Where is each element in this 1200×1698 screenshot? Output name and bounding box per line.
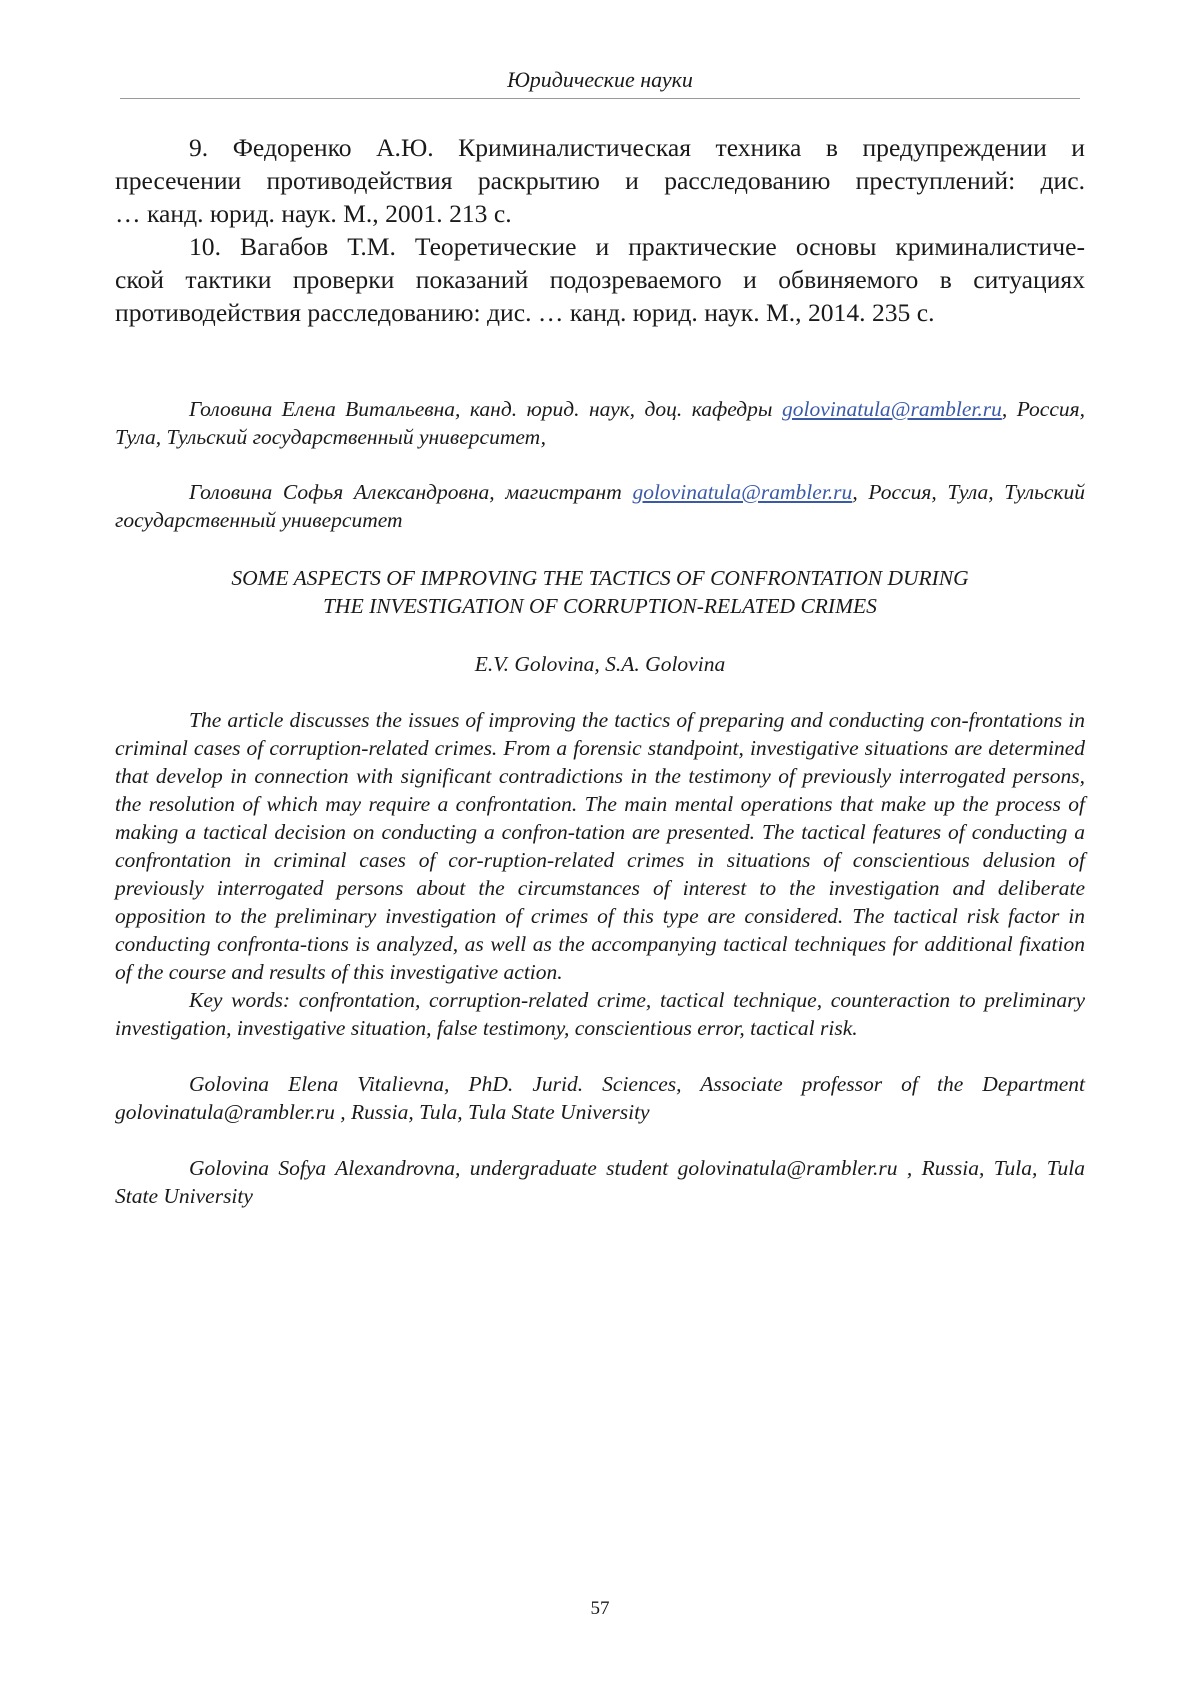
reference-9-line2: пресечении противодействия раскрытию и расследованию преступлений: дис. bbox=[115, 166, 1085, 195]
reference-item bbox=[115, 296, 1085, 329]
reference-item bbox=[115, 197, 1085, 230]
reference-9-line1: 9. Федоренко А.Ю. Криминалистическая техника в предупреждении и bbox=[189, 133, 1085, 162]
page-number: 57 bbox=[590, 1598, 610, 1619]
author-location-text: , Россия, Тула, Тульский государственный университет, bbox=[115, 397, 1086, 449]
english-title-line: SOME ASPECTS OF IMPROVING THE TACTICS OF CONFRONTATION DURING bbox=[231, 566, 969, 590]
reference-9-line3: … канд. юрид. наук. М., 2001. 213 с. bbox=[115, 199, 512, 228]
abstract-text: The article discusses the issues of improving the tactics of preparing and conducting con-frontations in criminal cases of corruption-related crimes. From a forensic standpoint, investigative situations are determined that develop in connection with significant contradictions in the testimony of previously interrogated persons, the resolution of which may require a confrontation. The main mental operations that make up the process of making a tactical decision on conducting a confron-tation are presented. The tactical features of conducting a confrontation in criminal cases of cor-ruption-related crimes in situations of conscientious delusion of previously interrogated persons about the circumstances of interest to the investigation and deliberate opposition to the preliminary investigation of crimes of this type are considered. The tactical risk factor in conducting confronta-tions is analyzed, as well as the accompanying tactical techniques for additional fixation of the course and results of this investigative action. bbox=[115, 708, 1085, 984]
reference-list bbox=[115, 131, 1085, 329]
english-authors: E.V. Golovina, S.A. Golovina bbox=[474, 652, 726, 676]
reference-item bbox=[115, 230, 1085, 263]
reference-item bbox=[115, 263, 1085, 296]
author-email-link[interactable]: golovinatula@rambler.ru bbox=[632, 480, 853, 504]
author-info-en-1: Golovina Elena Vitalievna, PhD. Jurid. Sciences, Associate professor of the Department golovinatula@rambler.ru , Russia, Tula, Tula State University bbox=[115, 1072, 1085, 1124]
reference-10-line3: противодействия расследованию: дис. … канд. юрид. наук. М., 2014. 235 с. bbox=[115, 298, 935, 327]
english-title-line: THE INVESTIGATION OF CORRUPTION-RELATED CRIMES bbox=[323, 594, 877, 618]
reference-item bbox=[115, 131, 1085, 164]
header-divider bbox=[120, 98, 1080, 99]
author-location-text: , Россия, Тула, Тульский государственный университет bbox=[115, 480, 1085, 532]
english-abstract bbox=[115, 706, 1085, 1210]
author-name-text: Головина Елена Витальевна, канд. юрид. наук, доц. кафедры bbox=[189, 397, 782, 421]
reference-item bbox=[115, 164, 1085, 197]
reference-10-line2: ской тактики проверки показаний подозреваемого и обвиняемого в ситуациях bbox=[115, 265, 1085, 294]
author-affiliation-ru-1 bbox=[115, 395, 1085, 451]
author-info-en-2: Golovina Sofya Alexandrovna, undergraduate student golovinatula@rambler.ru , Russia, Tula, Tula State University bbox=[115, 1156, 1085, 1208]
author-affiliation-ru-2 bbox=[115, 478, 1085, 534]
reference-10-line1: 10. Вагабов Т.М. Теоретические и практические основы криминалистиче- bbox=[189, 232, 1085, 261]
author-email-link[interactable]: golovinatula@rambler.ru bbox=[781, 397, 1002, 421]
author-name-text: Головина Софья Александровна, магистрант bbox=[189, 480, 633, 504]
english-article-title bbox=[115, 564, 1085, 620]
keywords-text: Key words: confrontation, corruption-related crime, tactical technique, counteraction to preliminary investigation, investigative situation, false testimony, conscientious error, tactical risk. bbox=[115, 988, 1085, 1040]
running-header: Юридические науки bbox=[507, 67, 693, 92]
